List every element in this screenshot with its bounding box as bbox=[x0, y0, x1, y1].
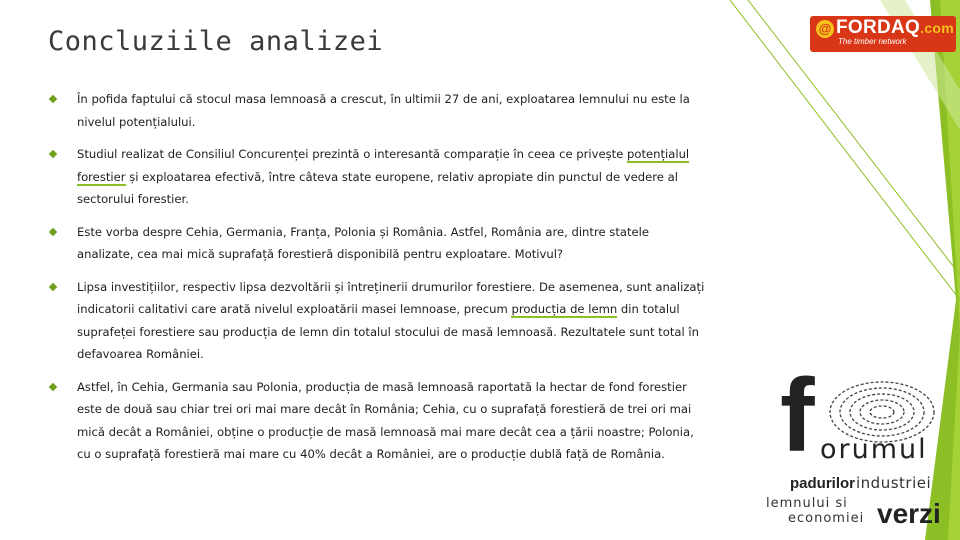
bullet-list bbox=[48, 88, 708, 466]
bullet-text: În pofida faptului că stocul masa lemnoasă a crescut, în ultimii 27 de ani, exploatarea lemnului nu este la nivelul potențialului. bbox=[77, 92, 690, 129]
diamond-bullet-icon bbox=[49, 382, 57, 390]
forum-f-letter: f bbox=[780, 358, 815, 474]
diamond-bullet-icon bbox=[49, 150, 57, 158]
fordaq-domain-text: .com bbox=[920, 20, 955, 36]
diamond-bullet-icon bbox=[49, 282, 57, 290]
fordaq-name-text: FORDAQ bbox=[836, 17, 921, 38]
diamond-bullet-icon bbox=[49, 95, 57, 103]
forum-word: orumul bbox=[820, 434, 928, 465]
bullet-text: Lipsa investițiilor, respectiv lipsa dezvoltării și întreținerii drumurilor forestiere. De asemenea, sunt analizați indicatorii calitativi care arată nivelul exploatării masei lemnoase, precum bbox=[77, 279, 705, 316]
bullet-item bbox=[48, 88, 708, 133]
fordaq-at-icon: @ bbox=[816, 20, 834, 38]
forumul-padurilor-logo bbox=[762, 358, 958, 540]
bullet-item bbox=[48, 276, 708, 366]
fordaq-logo bbox=[810, 16, 956, 52]
bullet-text: Este vorba despre Cehia, Germania, Franța, Polonia și România. Astfel, România are, dintre statele analizate, cea mai mică suprafață forestieră disponibilă pentru exploatare. Motivul? bbox=[77, 224, 649, 261]
forum-economiei: economiei bbox=[788, 511, 865, 526]
bullet-text: Studiul realizat de Consiliul Concurenței prezintă o interesantă comparație în ceea ce privește bbox=[77, 147, 628, 161]
slide-title: Concluziile analizei bbox=[48, 26, 384, 57]
potential-forestier-link[interactable]: potențialul forestier bbox=[77, 147, 690, 184]
diamond-bullet-icon bbox=[49, 227, 57, 235]
forum-padurilor: padurilor bbox=[790, 475, 856, 492]
productia-de-lemn-link[interactable]: producția de lemn bbox=[511, 302, 618, 316]
forum-industriei: industriei bbox=[856, 474, 932, 492]
forum-verzi: verzi bbox=[877, 498, 941, 529]
fordaq-logo-name bbox=[836, 17, 954, 39]
forum-lemnului: lemnului si bbox=[766, 496, 848, 511]
fordaq-tagline: The timber network bbox=[838, 37, 907, 46]
bullet-text: din totalul suprafeței forestiere sau producția de lemn din totalul stocului de masă lemnoasă. Rezultatele sunt total în defavoarea României. bbox=[77, 302, 699, 361]
bullet-text: Astfel, în Cehia, Germania sau Polonia, producția de masă lemnoasă raportată la hectar de fond forestier este de două sau chiar trei ori mai mare decât în România; Cehia, cu o suprafață forestieră de trei ori mai mică decât a României, obține o producție de masă lemnoasă mai mare decât cea a țării noastre; Polonia, cu o suprafață forestieră mai mare cu 40% decât a României, are o producție dublă față de România. bbox=[77, 379, 694, 461]
bullet-item bbox=[48, 221, 708, 266]
bullet-item bbox=[48, 143, 708, 211]
bullet-item bbox=[48, 376, 708, 466]
bullet-text: și exploatarea efectivă, între câteva state europene, relativ apropiate din punctul de vedere al sectorului forestier. bbox=[77, 169, 678, 206]
